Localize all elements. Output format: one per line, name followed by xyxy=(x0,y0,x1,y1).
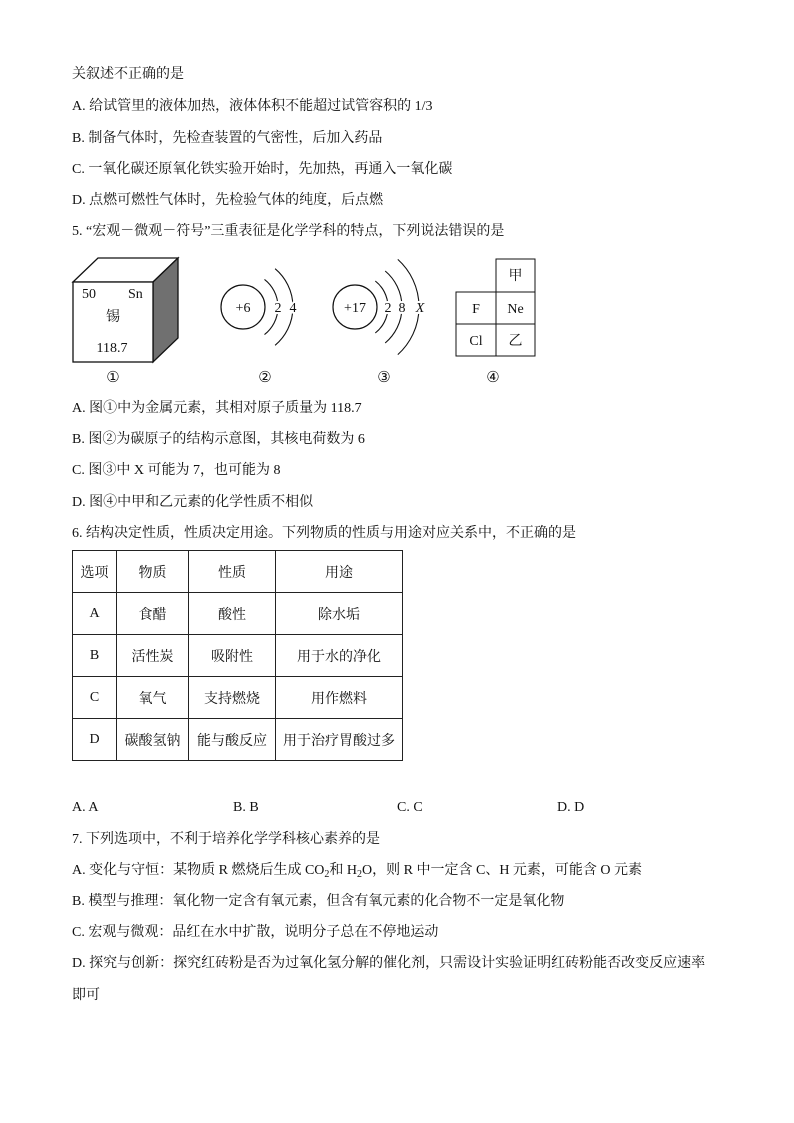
q7-option-a-text: O，则 R 中一定含 C、H 元素，可能含 O 元素 xyxy=(362,863,643,878)
tile-atomic-mass: 118.7 xyxy=(96,341,128,356)
element-yi: 乙 xyxy=(508,334,523,349)
q4-option-a: A. 给试管里的液体加热，液体体积不能超过试管容积的 1/3 xyxy=(72,99,433,114)
table-cell: 能与酸反应 xyxy=(189,719,276,761)
table-cell: 除水垢 xyxy=(276,593,403,635)
table-cell: 氧气 xyxy=(117,677,189,719)
element-ne: Ne xyxy=(507,302,524,317)
nucleus-charge: +17 xyxy=(344,301,366,316)
figure-label-4: ④ xyxy=(486,370,500,386)
q6-option-c: C. C xyxy=(397,800,423,815)
table-cell: C xyxy=(73,677,117,719)
q7-option-a-text: A. 变化与守恒：某物质 R 燃烧后生成 CO xyxy=(72,863,325,878)
tile-symbol: Sn xyxy=(128,287,143,302)
element-jia: 甲 xyxy=(508,269,523,284)
table-header-cell: 物质 xyxy=(117,551,189,593)
table-header-cell: 性质 xyxy=(189,551,276,593)
q4-option-b: B. 制备气体时，先检查装置的气密性，后加入药品 xyxy=(72,131,383,146)
table-cell: 活性炭 xyxy=(117,635,189,677)
q5-option-d: D. 图④中甲和乙元素的化学性质不相似 xyxy=(72,495,314,510)
q6-option-a: A. A xyxy=(72,800,99,815)
table-cell: 支持燃烧 xyxy=(189,677,276,719)
q5-option-a: A. 图①中为金属元素，其相对原子质量为 118.7 xyxy=(72,401,362,416)
q5-option-b: B. 图②为碳原子的结构示意图，其核电荷数为 6 xyxy=(72,432,365,447)
table-cell: A xyxy=(73,593,117,635)
table-header-cell: 选项 xyxy=(73,551,117,593)
atom-diagram-2 xyxy=(221,269,297,386)
tile-atomic-number: 50 xyxy=(82,287,96,302)
q7-option-b: B. 模型与推理：氧化物一定含有氧元素，但含有氧元素的化合物不一定是氧化物 xyxy=(72,894,565,909)
q5-figure xyxy=(60,250,550,395)
figure-label-1: ① xyxy=(106,370,120,386)
figure-label-3: ③ xyxy=(377,370,391,386)
q7-stem: 7. 下列选项中，不利于培养化学学科核心素养的是 xyxy=(72,832,380,847)
shell-electron-count-unknown: X xyxy=(415,301,425,316)
table-cell: 用于水的净化 xyxy=(276,635,403,677)
atom-diagram-3 xyxy=(333,259,425,386)
q7-option-c: C. 宏观与微观：品红在水中扩散，说明分子总在不停地运动 xyxy=(72,925,439,940)
table-cell: B xyxy=(73,635,117,677)
shell-electron-count: 2 xyxy=(384,301,392,316)
q4-option-d: D. 点燃可燃性气体时，先检验气体的纯度，后点燃 xyxy=(72,193,384,208)
element-cl: Cl xyxy=(469,334,483,349)
q5-stem: 5. “宏观－微观－符号”三重表征是化学学科的特点，下列说法错误的是 xyxy=(72,224,505,239)
shell-electron-count: 8 xyxy=(398,301,406,316)
shell-electron-count: 2 xyxy=(274,301,282,316)
q6-option-b: B. B xyxy=(233,800,259,815)
table-cell: 酸性 xyxy=(189,593,276,635)
table-row xyxy=(73,719,403,761)
table-cell: 用作燃料 xyxy=(276,677,403,719)
element-f: F xyxy=(472,302,480,317)
table-row xyxy=(73,677,403,719)
periodic-table-fragment xyxy=(456,259,535,386)
table-header-cell: 用途 xyxy=(276,551,403,593)
table-row xyxy=(73,635,403,677)
figure-label-2: ② xyxy=(258,370,272,386)
q7-option-a xyxy=(72,861,642,881)
q6-option-d: D. D xyxy=(557,800,585,815)
q4-option-c: C. 一氧化碳还原氧化铁实验开始时，先加热，再通入一氧化碳 xyxy=(72,162,453,177)
subscript: 2 xyxy=(357,869,363,880)
q6-stem: 6. 结构决定性质，性质决定用途。下列物质的性质与用途对应关系中，不正确的是 xyxy=(72,526,576,541)
table-header-row xyxy=(73,551,403,593)
shell-electron-count: 4 xyxy=(289,301,297,316)
table-cell: 用于治疗胃酸过多 xyxy=(276,719,403,761)
q4-stem-tail: 关叙述不正确的是 xyxy=(72,67,184,82)
q7-option-d-continued: 即可 xyxy=(72,988,100,1003)
element-tile-cube xyxy=(73,258,178,386)
subscript: 2 xyxy=(324,869,330,880)
table-row xyxy=(73,593,403,635)
table-cell: 食醋 xyxy=(117,593,189,635)
tile-name: 锡 xyxy=(106,310,120,325)
q5-option-c: C. 图③中 X 可能为 7，也可能为 8 xyxy=(72,463,281,478)
table-cell: 吸附性 xyxy=(189,635,276,677)
table-cell: D xyxy=(73,719,117,761)
nucleus-charge: +6 xyxy=(235,301,251,316)
table-cell: 碳酸氢钠 xyxy=(117,719,189,761)
q7-option-d: D. 探究与创新：探究红砖粉是否为过氧化氢分解的催化剂，只需设计实验证明红砖粉能否改变反应速率 xyxy=(72,956,706,971)
q6-property-use-table xyxy=(72,550,403,761)
q7-option-a-text: 和 H xyxy=(329,863,358,878)
